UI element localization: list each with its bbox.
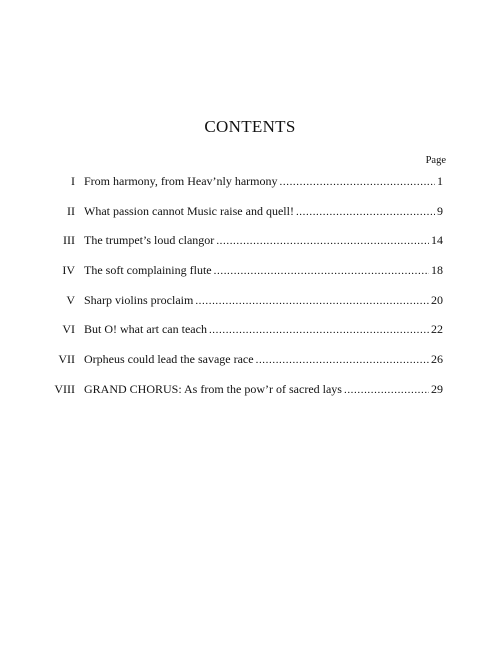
dot-leader	[256, 353, 429, 367]
entry-number: VII	[58, 352, 75, 367]
entry-title: GRAND CHORUS: As from the pow’r of sacred lays	[84, 381, 342, 396]
entry-title: But O! what art can teach	[84, 322, 207, 337]
dot-leader	[216, 234, 429, 248]
entry-page: 29	[431, 381, 443, 396]
entry-number: VIII	[54, 381, 75, 396]
toc-entry	[40, 352, 443, 382]
entry-page: 22	[431, 322, 443, 337]
page-column-header: Page	[425, 155, 446, 166]
page-title: CONTENTS	[204, 117, 296, 136]
dot-leader	[296, 205, 435, 219]
entry-title: The soft complaining flute	[84, 263, 212, 278]
entry-number: III	[63, 233, 75, 248]
entry-page: 18	[431, 263, 443, 278]
toc-entry	[40, 293, 443, 323]
table-of-contents	[40, 174, 443, 412]
entry-number: VI	[62, 322, 75, 337]
entry-page: 14	[431, 233, 443, 248]
entry-title: Orpheus could lead the savage race	[84, 352, 254, 367]
entry-number: II	[67, 203, 75, 218]
entry-number: V	[66, 292, 75, 307]
entry-title: What passion cannot Music raise and quell!	[84, 203, 294, 218]
entry-number: IV	[62, 263, 75, 278]
toc-entry	[40, 263, 443, 293]
entry-title: The trumpet’s loud clangor	[84, 233, 215, 248]
toc-entry	[40, 382, 443, 412]
entry-title: Sharp violins proclaim	[84, 292, 194, 307]
toc-entry	[40, 322, 443, 352]
entry-title: From harmony, from Heav’nly harmony	[84, 174, 278, 188]
toc-entry	[40, 233, 443, 263]
dot-leader	[214, 264, 429, 278]
toc-entry	[40, 204, 443, 234]
entry-page: 9	[437, 203, 443, 218]
entry-page: 26	[431, 352, 443, 367]
toc-entry	[40, 174, 443, 204]
dot-leader	[209, 323, 429, 337]
entry-page: 1	[437, 174, 443, 188]
dot-leader	[280, 175, 435, 189]
dot-leader	[195, 294, 429, 308]
entry-number: I	[71, 174, 75, 188]
dot-leader	[344, 383, 429, 397]
entry-page: 20	[431, 292, 443, 307]
